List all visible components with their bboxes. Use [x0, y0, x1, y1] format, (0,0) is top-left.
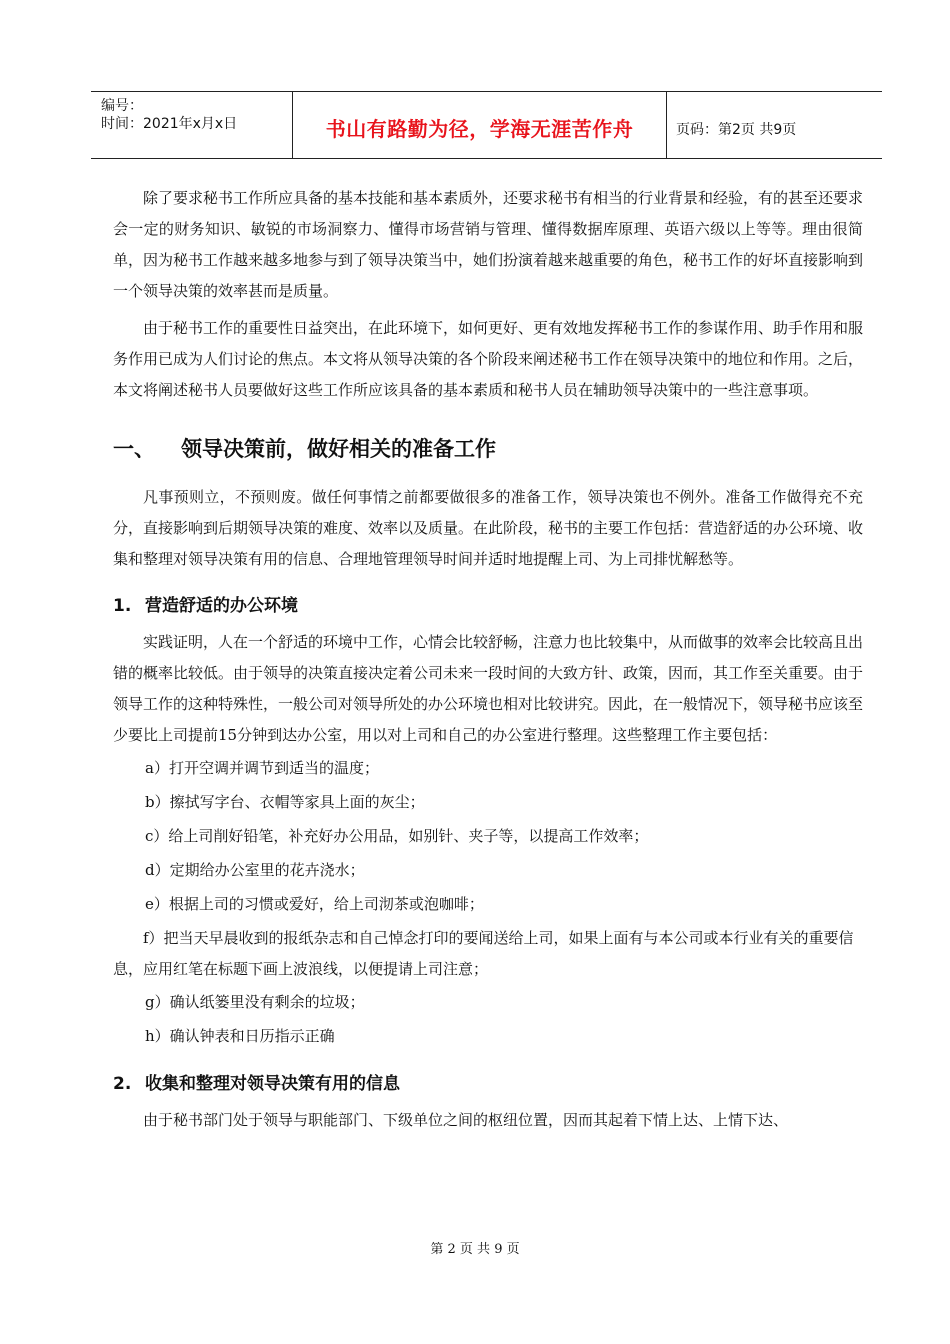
header-page-cell	[666, 92, 882, 158]
header-info-cell	[91, 92, 292, 158]
subsection-title: 营造舒适的办公环境	[145, 596, 298, 616]
paragraph: 实践证明，人在一个舒适的环境中工作，心情会比较舒畅，注意力也比较集中，从而做事的效率会比较高且出错的概率比较低。由于领导的决策直接决定着公司未来一段时间的大致方针、政策，因而，其工作至关重要。由于领导工作的这种特殊性，一般公司对领导所处的办公环境也相对比较讲究。因此，在一般情况下，领导秘书应该至少要比上司提前15分钟到达办公室，用以对上司和自己的办公室进行整理。这些整理工作主要包括：	[113, 633, 864, 744]
paragraph: 由于秘书部门处于领导与职能部门、下级单位之间的枢纽位置，因而其起着下情上达、上情下达、	[143, 1111, 789, 1129]
section-title: 领导决策前，做好相关的准备工作	[181, 437, 496, 461]
header-motto-cell	[292, 92, 667, 158]
document-body	[113, 183, 863, 1136]
document-number-label: 编号：	[101, 98, 143, 114]
subsection-heading	[113, 1071, 863, 1097]
subsection-title: 收集和整理对领导决策有用的信息	[145, 1074, 400, 1094]
header-motto: 书山有路勤为径，学海无涯苦作舟	[325, 117, 634, 141]
subsection-heading	[113, 593, 863, 619]
list-item: a）打开空调并调节到适当的温度；	[145, 759, 379, 777]
list-item: e）根据上司的习惯或爱好，给上司沏茶或泡咖啡；	[145, 895, 484, 913]
subsection-number: 2.	[113, 1074, 132, 1094]
document-time-label: 时间：2021年x月x日	[101, 116, 238, 132]
list-item: c）给上司削好铅笔，补充好办公用品，如别针、夹子等，以提高工作效率；	[145, 827, 649, 845]
list-item: f）把当天早晨收到的报纸杂志和自己悼念打印的要闻送给上司，如果上面有与本公司或本行业有关的重要信息，应用红笔在标题下画上波浪线，以便提请上司注意；	[113, 929, 854, 978]
section-number: 一、	[113, 437, 155, 461]
list-item: d）定期给办公室里的花卉浇水；	[145, 861, 365, 879]
header-table	[91, 91, 882, 159]
page-footer: 第 2 页 共 9 页	[430, 1242, 520, 1257]
section-heading	[113, 434, 863, 464]
paragraph: 凡事预则立，不预则废。做任何事情之前都要做很多的准备工作，领导决策也不例外。准备工作做得充不充分，直接影响到后期领导决策的难度、效率以及质量。在此阶段，秘书的主要工作包括：营造舒适的办公环境、收集和整理对领导决策有用的信息、合理地管理领导时间并适时地提醒上司、为上司排忧解愁等。	[113, 488, 864, 568]
subsection-number: 1.	[113, 596, 132, 616]
header-page-label: 页码：第2页 共9页	[676, 122, 797, 138]
paragraph: 除了要求秘书工作所应具备的基本技能和基本素质外，还要求秘书有相当的行业背景和经验，有的甚至还要求会一定的财务知识、敏锐的市场洞察力、懂得市场营销与管理、懂得数据库原理、英语六级以上等等。理由很简单，因为秘书工作越来越多地参与到了领导决策当中，她们扮演着越来越重要的角色，秘书工作的好坏直接影响到一个领导决策的效率甚而是质量。	[113, 189, 864, 300]
list-item: h）确认钟表和日历指示正确	[145, 1027, 335, 1045]
list-item: b）擦拭写字台、衣帽等家具上面的灰尘；	[145, 793, 425, 811]
list-item: g）确认纸篓里没有剩余的垃圾；	[145, 993, 365, 1011]
paragraph: 由于秘书工作的重要性日益突出，在此环境下，如何更好、更有效地发挥秘书工作的参谋作用、助手作用和服务作用已成为人们讨论的焦点。本文将从领导决策的各个阶段来阐述秘书工作在领导决策中的地位和作用。之后，本文将阐述秘书人员要做好这些工作所应该具备的基本素质和秘书人员在辅助领导决策中的一些注意事项。	[113, 319, 864, 399]
